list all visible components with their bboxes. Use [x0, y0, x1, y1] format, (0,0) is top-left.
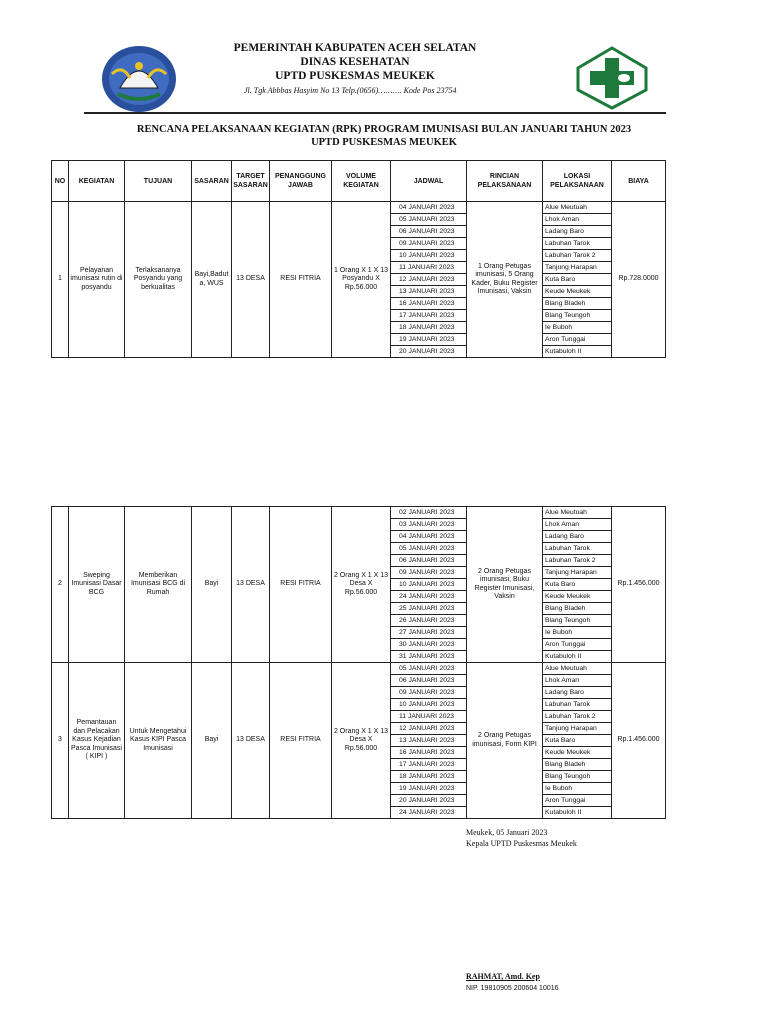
activity-biaya: Rp.728.0000: [612, 202, 666, 358]
jadwal-date: 12 JANUARI 2023: [391, 723, 467, 735]
activity-tujuan: Memberikan Imunisasi BCG di Rumah: [125, 507, 192, 663]
activity-tujuan: Untuk Mengetahui Kasus KIPI Pasca Imunisasi: [125, 663, 192, 819]
activity-sasaran: Bayi,Badut a, WUS: [192, 202, 232, 358]
jadwal-date: 27 JANUARI 2023: [391, 627, 467, 639]
activity-penanggung-jawab: RESI FITRIA: [270, 202, 332, 358]
activity-target: 13 DESA: [232, 202, 270, 358]
jadwal-date: 06 JANUARI 2023: [391, 226, 467, 238]
jadwal-date: 18 JANUARI 2023: [391, 771, 467, 783]
col-kegiatan: KEGIATAN: [69, 161, 125, 202]
jadwal-date: 26 JANUARI 2023: [391, 615, 467, 627]
header-address: Jl. Tgk Abbbas Hasyim No 13 Telp.(0656)………. Kode Pos 23754: [244, 86, 457, 95]
jadwal-date: 11 JANUARI 2023: [391, 262, 467, 274]
activity-biaya: Rp.1.456.000: [612, 663, 666, 819]
col-target: TARGET SASARAN: [232, 161, 270, 202]
col-tujuan: TUJUAN: [125, 161, 192, 202]
regency-logo: [100, 44, 178, 114]
lokasi-desa: Kutabuloh II: [543, 651, 612, 663]
lokasi-desa: Blang Bladeh: [543, 759, 612, 771]
lokasi-desa: Labuhan Tarok 2: [543, 711, 612, 723]
col-volume: VOLUME KEGIATAN: [332, 161, 391, 202]
signature-place-date: Meukek, 05 Januari 2023: [466, 828, 548, 837]
lokasi-desa: Lhok Aman: [543, 675, 612, 687]
jadwal-date: 13 JANUARI 2023: [391, 286, 467, 298]
jadwal-date: 03 JANUARI 2023: [391, 519, 467, 531]
rpk-table-2: [51, 506, 666, 819]
lokasi-desa: Aron Tunggai: [543, 795, 612, 807]
col-jadwal: JADWAL: [391, 161, 467, 202]
lokasi-desa: Labuhan Tarok 2: [543, 250, 612, 262]
col-rincian: RINCIAN PELAKSANAAN: [467, 161, 543, 202]
lokasi-desa: Kutabuloh II: [543, 807, 612, 819]
activity-biaya: Rp.1.456.000: [612, 507, 666, 663]
header-divider: [84, 112, 666, 114]
jadwal-date: 09 JANUARI 2023: [391, 567, 467, 579]
jadwal-date: 25 JANUARI 2023: [391, 603, 467, 615]
col-no: NO: [52, 161, 69, 202]
lokasi-desa: Tanjung Harapan: [543, 723, 612, 735]
activity-volume: 2 Orang X 1 X 13 Desa X Rp.56.000: [332, 663, 391, 819]
schedule-row: [52, 663, 666, 675]
jadwal-date: 19 JANUARI 2023: [391, 334, 467, 346]
jadwal-date: 24 JANUARI 2023: [391, 807, 467, 819]
col-sasaran: SASARAN: [192, 161, 232, 202]
jadwal-date: 09 JANUARI 2023: [391, 687, 467, 699]
lokasi-desa: Ie Buboh: [543, 322, 612, 334]
activity-rincian: 2 Orang Petugas imunisasi, Form KIPI: [467, 663, 543, 819]
lokasi-desa: Tanjung Harapan: [543, 567, 612, 579]
rpk-table-1: [51, 160, 666, 358]
jadwal-date: 05 JANUARI 2023: [391, 214, 467, 226]
lokasi-desa: Lhok Aman: [543, 519, 612, 531]
jadwal-date: 18 JANUARI 2023: [391, 322, 467, 334]
jadwal-date: 10 JANUARI 2023: [391, 579, 467, 591]
lokasi-desa: Lhok Aman: [543, 214, 612, 226]
lokasi-desa: Keude Meukek: [543, 286, 612, 298]
lokasi-desa: Kuta Baro: [543, 274, 612, 286]
lokasi-desa: Alue Meutuah: [543, 507, 612, 519]
activity-kegiatan: Sweping Imunisasi Dasar BCG: [69, 507, 125, 663]
col-pj: PENANGGUNG JAWAB: [270, 161, 332, 202]
lokasi-desa: Blang Bladeh: [543, 603, 612, 615]
activity-volume: 1 Orang X 1 X 13 Posyandu X Rp.56.000: [332, 202, 391, 358]
jadwal-date: 17 JANUARI 2023: [391, 759, 467, 771]
schedule-row: [52, 507, 666, 519]
activity-no: 1: [52, 202, 69, 358]
jadwal-date: 06 JANUARI 2023: [391, 675, 467, 687]
lokasi-desa: Kuta Baro: [543, 579, 612, 591]
signature-name: RAHMAT, Amd. Kep: [466, 972, 540, 981]
jadwal-date: 16 JANUARI 2023: [391, 298, 467, 310]
lokasi-desa: Labuhan Tarok: [543, 238, 612, 250]
jadwal-date: 12 JANUARI 2023: [391, 274, 467, 286]
signature-nip: NIP. 19810905 200604 10016: [466, 985, 559, 992]
lokasi-desa: Blang Teungoh: [543, 771, 612, 783]
lokasi-desa: Alue Meutuah: [543, 663, 612, 675]
col-biaya: BIAYA: [612, 161, 666, 202]
schedule-row: [52, 202, 666, 214]
jadwal-date: 19 JANUARI 2023: [391, 783, 467, 795]
activity-rincian: 2 Orang Petugas imunisasi, Buku Register Imunisasi, Vaksin: [467, 507, 543, 663]
document-subtitle: UPTD PUSKESMAS MEUKEK: [311, 137, 457, 148]
activity-target: 13 DESA: [232, 507, 270, 663]
activity-sasaran: Bayi: [192, 663, 232, 819]
activity-volume: 2 Orang X 1 X 13 Desa X Rp.56.000: [332, 507, 391, 663]
col-lokasi: LOKASI PELAKSANAAN: [543, 161, 612, 202]
jadwal-date: 05 JANUARI 2023: [391, 663, 467, 675]
lokasi-desa: Labuhan Tarok: [543, 699, 612, 711]
jadwal-date: 30 JANUARI 2023: [391, 639, 467, 651]
jadwal-date: 24 JANUARI 2023: [391, 591, 467, 603]
activity-no: 2: [52, 507, 69, 663]
lokasi-desa: Blang Teungoh: [543, 615, 612, 627]
jadwal-date: 20 JANUARI 2023: [391, 795, 467, 807]
activity-rincian: 1 Orang Petugas imunisasi, 5 Orang Kader, Buku Register Imunisasi, Vaksin: [467, 202, 543, 358]
lokasi-desa: Keude Meukek: [543, 591, 612, 603]
lokasi-desa: Ladang Baro: [543, 687, 612, 699]
lokasi-desa: Kuta Baro: [543, 735, 612, 747]
jadwal-date: 05 JANUARI 2023: [391, 543, 467, 555]
document-title: RENCANA PELAKSANAAN KEGIATAN (RPK) PROGRAM IMUNISASI BULAN JANUARI TAHUN 2023: [136, 124, 632, 135]
lokasi-desa: Ladang Baro: [543, 531, 612, 543]
jadwal-date: 20 JANUARI 2023: [391, 346, 467, 358]
jadwal-date: 31 JANUARI 2023: [391, 651, 467, 663]
lokasi-desa: Kutabuloh II: [543, 346, 612, 358]
activity-penanggung-jawab: RESI FITRIA: [270, 507, 332, 663]
lokasi-desa: Tanjung Harapan: [543, 262, 612, 274]
puskesmas-logo: [574, 46, 650, 110]
lokasi-desa: Aron Tunggai: [543, 334, 612, 346]
lokasi-desa: Ie Buboh: [543, 627, 612, 639]
lokasi-desa: Aron Tunggai: [543, 639, 612, 651]
jadwal-date: 04 JANUARI 2023: [391, 202, 467, 214]
activity-target: 13 DESA: [232, 663, 270, 819]
activity-sasaran: Bayi: [192, 507, 232, 663]
lokasi-desa: Labuhan Tarok 2: [543, 555, 612, 567]
lokasi-desa: Labuhan Tarok: [543, 543, 612, 555]
header-line-2: DINAS KESEHATAN: [300, 56, 410, 68]
lokasi-desa: Blang Teungoh: [543, 310, 612, 322]
activity-tujuan: Terlaksananya Posyandu yang berkualitas: [125, 202, 192, 358]
jadwal-date: 11 JANUARI 2023: [391, 711, 467, 723]
activity-no: 3: [52, 663, 69, 819]
lokasi-desa: Keude Meukek: [543, 747, 612, 759]
activity-penanggung-jawab: RESI FITRIA: [270, 663, 332, 819]
jadwal-date: 09 JANUARI 2023: [391, 238, 467, 250]
activity-kegiatan: Pelayanan imunisasi rutin di posyandu: [69, 202, 125, 358]
jadwal-date: 04 JANUARI 2023: [391, 531, 467, 543]
activity-kegiatan: Pemantauan dan Pelacakan Kasus Kejadian Pasca Imunisasi ( KIPI ): [69, 663, 125, 819]
jadwal-date: 06 JANUARI 2023: [391, 555, 467, 567]
jadwal-date: 17 JANUARI 2023: [391, 310, 467, 322]
jadwal-date: 02 JANUARI 2023: [391, 507, 467, 519]
jadwal-date: 16 JANUARI 2023: [391, 747, 467, 759]
lokasi-desa: Ladang Baro: [543, 226, 612, 238]
lokasi-desa: Ie Buboh: [543, 783, 612, 795]
signature-position: Kepala UPTD Puskesmas Meukek: [466, 839, 577, 848]
jadwal-date: 10 JANUARI 2023: [391, 699, 467, 711]
lokasi-desa: Alue Meutuah: [543, 202, 612, 214]
header-line-1: PEMERINTAH KABUPATEN ACEH SELATAN: [233, 42, 477, 54]
header-line-3: UPTD PUSKESMAS MEUKEK: [275, 70, 435, 82]
lokasi-desa: Blang Bladeh: [543, 298, 612, 310]
jadwal-date: 13 JANUARI 2023: [391, 735, 467, 747]
jadwal-date: 10 JANUARI 2023: [391, 250, 467, 262]
